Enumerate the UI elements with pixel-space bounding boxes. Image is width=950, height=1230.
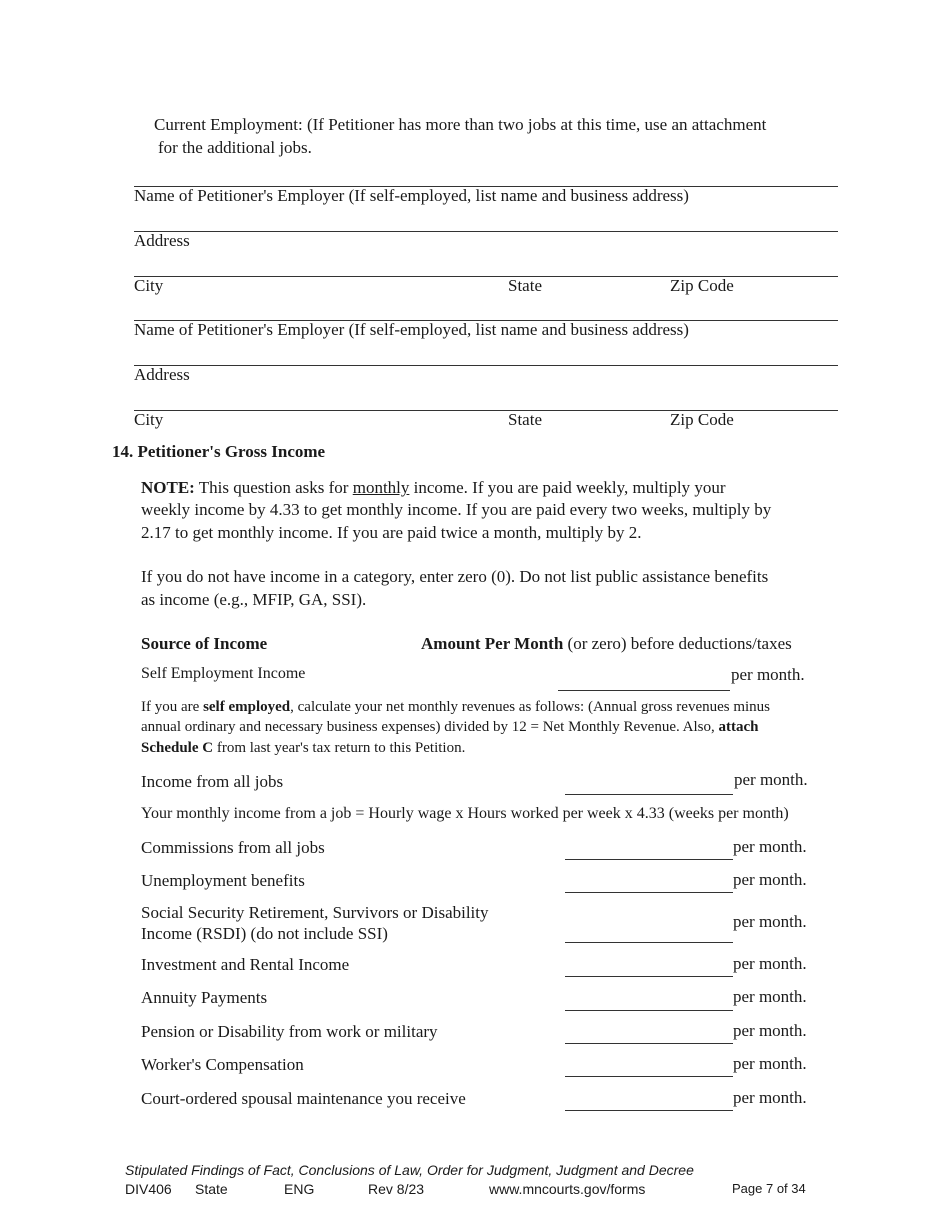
footer-url[interactable]: www.mncourts.gov/forms [489, 1181, 646, 1197]
investment-per-month: per month. [733, 954, 807, 973]
self-employment-per-month: per month. [731, 665, 805, 684]
zero-note-line1: If you do not have income in a category, enter zero (0). Do not list public assistance benefits [141, 567, 769, 586]
footer-language: ENG [284, 1181, 315, 1197]
column-source-header: Source of Income [141, 634, 268, 653]
workers-comp-amount-field[interactable] [565, 1076, 733, 1077]
section-heading: 14. Petitioner's Gross Income [112, 442, 326, 461]
commissions-per-month: per month. [733, 837, 807, 856]
jobs-amount-field[interactable] [565, 794, 733, 795]
employer1-city-label: City [134, 276, 164, 295]
spousal-amount-field[interactable] [565, 1110, 733, 1111]
spousal-per-month: per month. [733, 1088, 807, 1107]
pension-per-month: per month. [733, 1021, 807, 1040]
note-line2: weekly income by 4.33 to get monthly income. If you are paid every two weeks, multiply by [141, 500, 772, 519]
pension-label: Pension or Disability from work or military [141, 1022, 438, 1041]
employer1-zip-label: Zip Code [670, 276, 734, 295]
footer-form-id: DIV406 [125, 1181, 172, 1197]
investment-amount-field[interactable] [565, 976, 733, 977]
employment-intro-line2: for the additional jobs. [158, 138, 312, 157]
rsdi-amount-field[interactable] [565, 942, 733, 943]
footer-title: Stipulated Findings of Fact, Conclusions of Law, Order for Judgment, Judgment and Decree [125, 1162, 694, 1178]
employer1-state-label: State [508, 276, 542, 295]
employer1-address-line[interactable] [134, 231, 838, 232]
employer2-address-label: Address [134, 365, 190, 384]
employment-intro-line1: Current Employment: (If Petitioner has more than two jobs at this time, use an attachment [154, 115, 767, 134]
employer1-name-label: Name of Petitioner's Employer (If self-employed, list name and business address) [134, 186, 689, 205]
jobs-label: Income from all jobs [141, 772, 284, 791]
employer2-city-label: City [134, 410, 164, 429]
se-note-line2: annual ordinary and necessary business expenses) divided by 12 = Net Monthly Revenue. Also, attach [141, 719, 759, 735]
commissions-label: Commissions from all jobs [141, 838, 325, 857]
employer2-state-label: State [508, 410, 542, 429]
employer2-address-line[interactable] [134, 365, 838, 366]
commissions-amount-field[interactable] [565, 859, 733, 860]
footer-jurisdiction: State [195, 1181, 228, 1197]
annuity-amount-field[interactable] [565, 1010, 733, 1011]
workers-comp-per-month: per month. [733, 1054, 807, 1073]
pension-amount-field[interactable] [565, 1043, 733, 1044]
rsdi-label-line2: Income (RSDI) (do not include SSI) [141, 924, 388, 943]
jobs-formula: Your monthly income from a job = Hourly wage x Hours worked per week x 4.33 (weeks per month) [141, 805, 789, 822]
annuity-label: Annuity Payments [141, 988, 268, 1007]
workers-comp-label: Worker's Compensation [141, 1055, 304, 1074]
self-employment-label: Self Employment Income [141, 665, 306, 682]
annuity-per-month: per month. [733, 987, 807, 1006]
unemployment-amount-field[interactable] [565, 892, 733, 893]
zero-note-line2: as income (e.g., MFIP, GA, SSI). [141, 590, 367, 609]
investment-label: Investment and Rental Income [141, 955, 350, 974]
se-note-line3: Schedule C from last year's tax return to this Petition. [141, 740, 466, 756]
se-note-line1: If you are self employed, calculate your net monthly revenues as follows: (Annual gross revenues minus [141, 699, 771, 715]
rsdi-label-line1: Social Security Retirement, Survivors or Disability [141, 903, 489, 922]
employer2-name-label: Name of Petitioner's Employer (If self-employed, list name and business address) [134, 320, 689, 339]
self-employment-amount-field[interactable] [558, 690, 730, 691]
rsdi-per-month: per month. [733, 912, 807, 931]
employer1-address-label: Address [134, 231, 190, 250]
note-line1: NOTE: This question asks for monthly income. If you are paid weekly, multiply your [141, 478, 726, 497]
spousal-label: Court-ordered spousal maintenance you receive [141, 1089, 466, 1108]
unemployment-label: Unemployment benefits [141, 871, 305, 890]
footer-revision: Rev 8/23 [368, 1181, 425, 1197]
monthly-emphasis: monthly [352, 478, 410, 497]
unemployment-per-month: per month. [733, 870, 807, 889]
note-line3: 2.17 to get monthly income. If you are paid twice a month, multiply by 2. [141, 523, 642, 542]
footer-page-number: Page 7 of 34 [732, 1181, 806, 1196]
employer2-zip-label: Zip Code [670, 410, 734, 429]
note-label: NOTE: [141, 478, 195, 497]
jobs-per-month: per month. [734, 770, 808, 789]
column-amount-header: Amount Per Month (or zero) before deductions/taxes [421, 634, 792, 653]
